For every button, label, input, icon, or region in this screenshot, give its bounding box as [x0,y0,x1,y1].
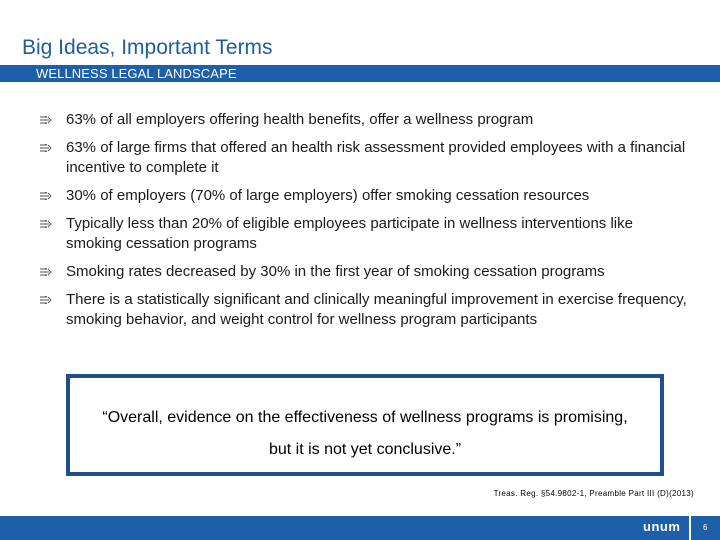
list-item [40,214,690,254]
footer-bar [0,516,720,540]
arrow-bullet-icon [40,116,52,124]
bullet-text: Typically less than 20% of eligible employees participate in wellness interventions like smoking cessation programs [66,215,633,252]
footer-divider [689,516,691,540]
page-number: 6 [703,523,708,532]
brand-logo: unum [643,519,681,534]
list-item [40,290,690,330]
section-banner-label: WELLNESS LEGAL LANDSCAPE [36,66,237,81]
bullet-text: There is a statistically significant and clinically meaningful improvement in exercise frequency, smoking behavior, and weight control for wellness program participants [66,291,687,328]
arrow-bullet-icon [40,220,52,228]
bullet-text: 63% of all employers offering health benefits, offer a wellness program [66,111,534,128]
arrow-bullet-icon [40,192,52,200]
slide-title: Big Ideas, Important Terms [22,36,273,59]
list-item [40,138,690,178]
arrow-bullet-icon [40,144,52,152]
arrow-bullet-icon [40,268,52,276]
quote-box [66,374,664,476]
bullet-text: 30% of employers (70% of large employers) offer smoking cessation resources [66,187,590,204]
list-item [40,110,690,130]
list-item [40,262,690,282]
list-item [40,186,690,206]
bullet-text: 63% of large firms that offered an health risk assessment provided employees with a financial incentive to complete it [66,139,686,176]
quote-text: “Overall, evidence on the effectiveness of wellness programs is promising, but it is not yet conclusive.” [102,409,628,458]
bullet-text: Smoking rates decreased by 30% in the first year of smoking cessation programs [66,263,605,280]
bullet-list [40,110,690,338]
arrow-bullet-icon [40,296,52,304]
citation: Treas. Reg. §54.9802-1, Preamble Part III (D)(2013) [493,489,694,498]
section-banner [0,65,720,82]
